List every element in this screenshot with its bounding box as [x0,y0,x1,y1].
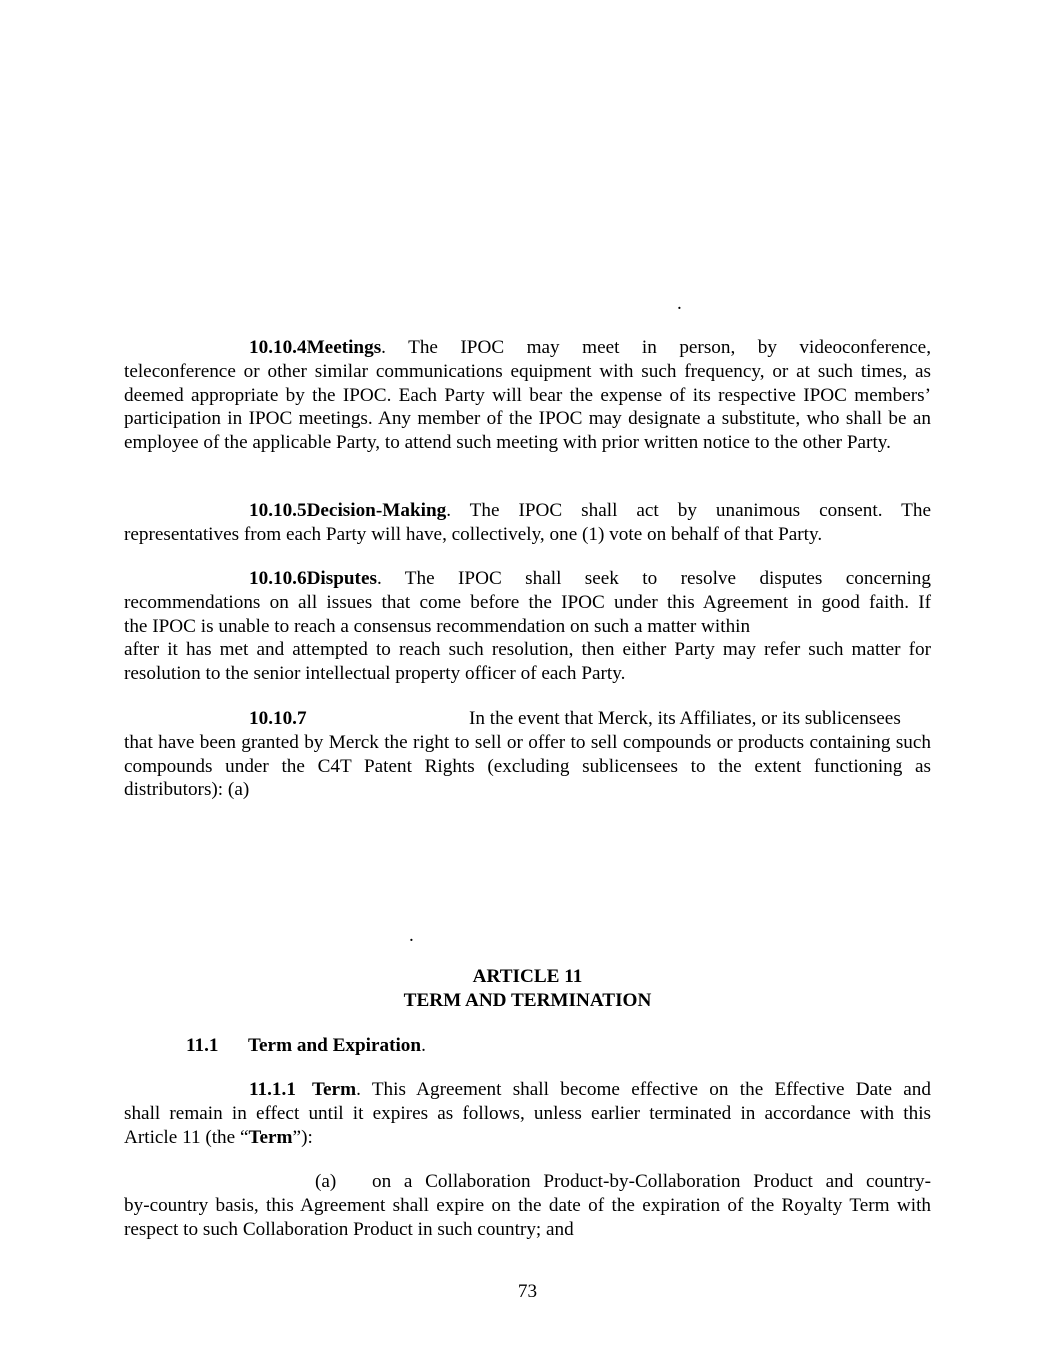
section-10-10-6-line1: . The IPOC shall seek to resolve disputes concerning [376,568,931,589]
clause-a-label: (a) [315,1171,337,1192]
clause-a-text: by-country basis, this Agreement shall expire on the date of the expiration of the Royalty Term with respect to such Collaboration Product in such country; and [124,1194,931,1240]
section-10-10-5-line1: . The IPOC shall act by unanimous consent. The [446,500,931,521]
section-11-1-1-line2: shall remain in effect until it expires as follows, unless earlier terminated in accordance with this [124,1102,931,1124]
section-11-1-1-line3-post: ”): [292,1126,313,1148]
section-10-10-4-heading: Meetings [306,337,382,358]
section-11-1-1 [124,1078,931,1149]
section-11-1-1-number: 11.1.1 [249,1079,296,1100]
section-11-1-1-line1: . This Agreement shall become effective on the Effective Date and [356,1079,931,1100]
section-10-10-7 [124,707,931,802]
section-11-1-1-heading: Term [312,1079,357,1100]
section-10-10-6-line5: resolution to the senior intellectual property officer of each Party. [124,663,626,685]
article-number: ARTICLE 11 [472,966,583,987]
article-title: TERM AND TERMINATION [403,990,652,1011]
section-10-10-4-number: 10.10.4 [249,337,307,358]
section-10-10-5-text: representatives from each Party will have, collectively, one (1) vote on behalf of that Party. [124,523,823,545]
section-10-10-6-first-line [124,567,931,591]
section-10-10-6 [124,567,931,686]
section-10-10-4-line1: . The IPOC may meet in person, by videoconference, [381,337,931,358]
section-10-10-5 [124,499,931,547]
section-11-1-1-line3 [124,1126,931,1150]
section-10-10-7-line1: In the event that Merck, its Affiliates, or its sublicensees [469,708,901,729]
section-10-10-7-number: 10.10.7 [249,708,307,729]
section-11-1-number: 11.1 [186,1035,219,1056]
section-11-1-1-term-defined: Term [248,1126,293,1148]
clause-a-line1: on a Collaboration Product-by-Collaboration Product and country- [372,1171,931,1192]
page-number: 73 [517,1281,538,1302]
section-10-10-4-first-line [124,336,931,360]
section-10-10-6-heading: Disputes [306,568,377,589]
section-11-1-1-first-line [124,1078,931,1102]
section-10-10-7-text: that have been granted by Merck the right to sell or offer to sell compounds or products containing such compounds under the C4T Patent Rights (excluding sublicensees to the extent functioning as distributors): (a) [124,731,931,801]
section-10-10-5-number: 10.10.5 [249,500,307,521]
section-10-10-6-line2: recommendations on all issues that come before the IPOC under this Agreement in good faith. If [124,591,931,613]
section-11-1-heading: Term and Expiration [248,1035,422,1056]
section-10-10-6-number: 10.10.6 [249,568,307,589]
section-10-10-5-first-line [124,499,931,523]
stray-mark-mid: . [409,925,414,946]
section-10-10-5-heading: Decision-Making [306,500,447,521]
section-10-10-7-first-line [124,707,931,731]
section-10-10-4-text: teleconference or other similar communications equipment with such frequency, or at such times, as deemed appropriate by the IPOC. Each Party will bear the expense of its respective IPOC members’ participation in IPOC meetings. Any member of the IPOC may designate a substitute, who shall be an employee of the applicable Party, to attend such meeting with prior written notice to the other Party. [124,360,931,454]
clause-a-first-line [124,1170,931,1194]
stray-mark-top: . [677,293,682,314]
section-11-1 [186,1034,426,1058]
clause-a [124,1170,931,1241]
section-10-10-6-line3: the IPOC is unable to reach a consensus recommendation on such a matter within [124,615,751,637]
section-10-10-4 [124,336,931,455]
section-10-10-6-line4: after it has met and attempted to reach such resolution, then either Party may refer such matter for [124,639,931,661]
section-11-1-period: . [421,1035,426,1056]
section-11-1-1-line3-pre: Article 11 (the “ [124,1126,249,1148]
